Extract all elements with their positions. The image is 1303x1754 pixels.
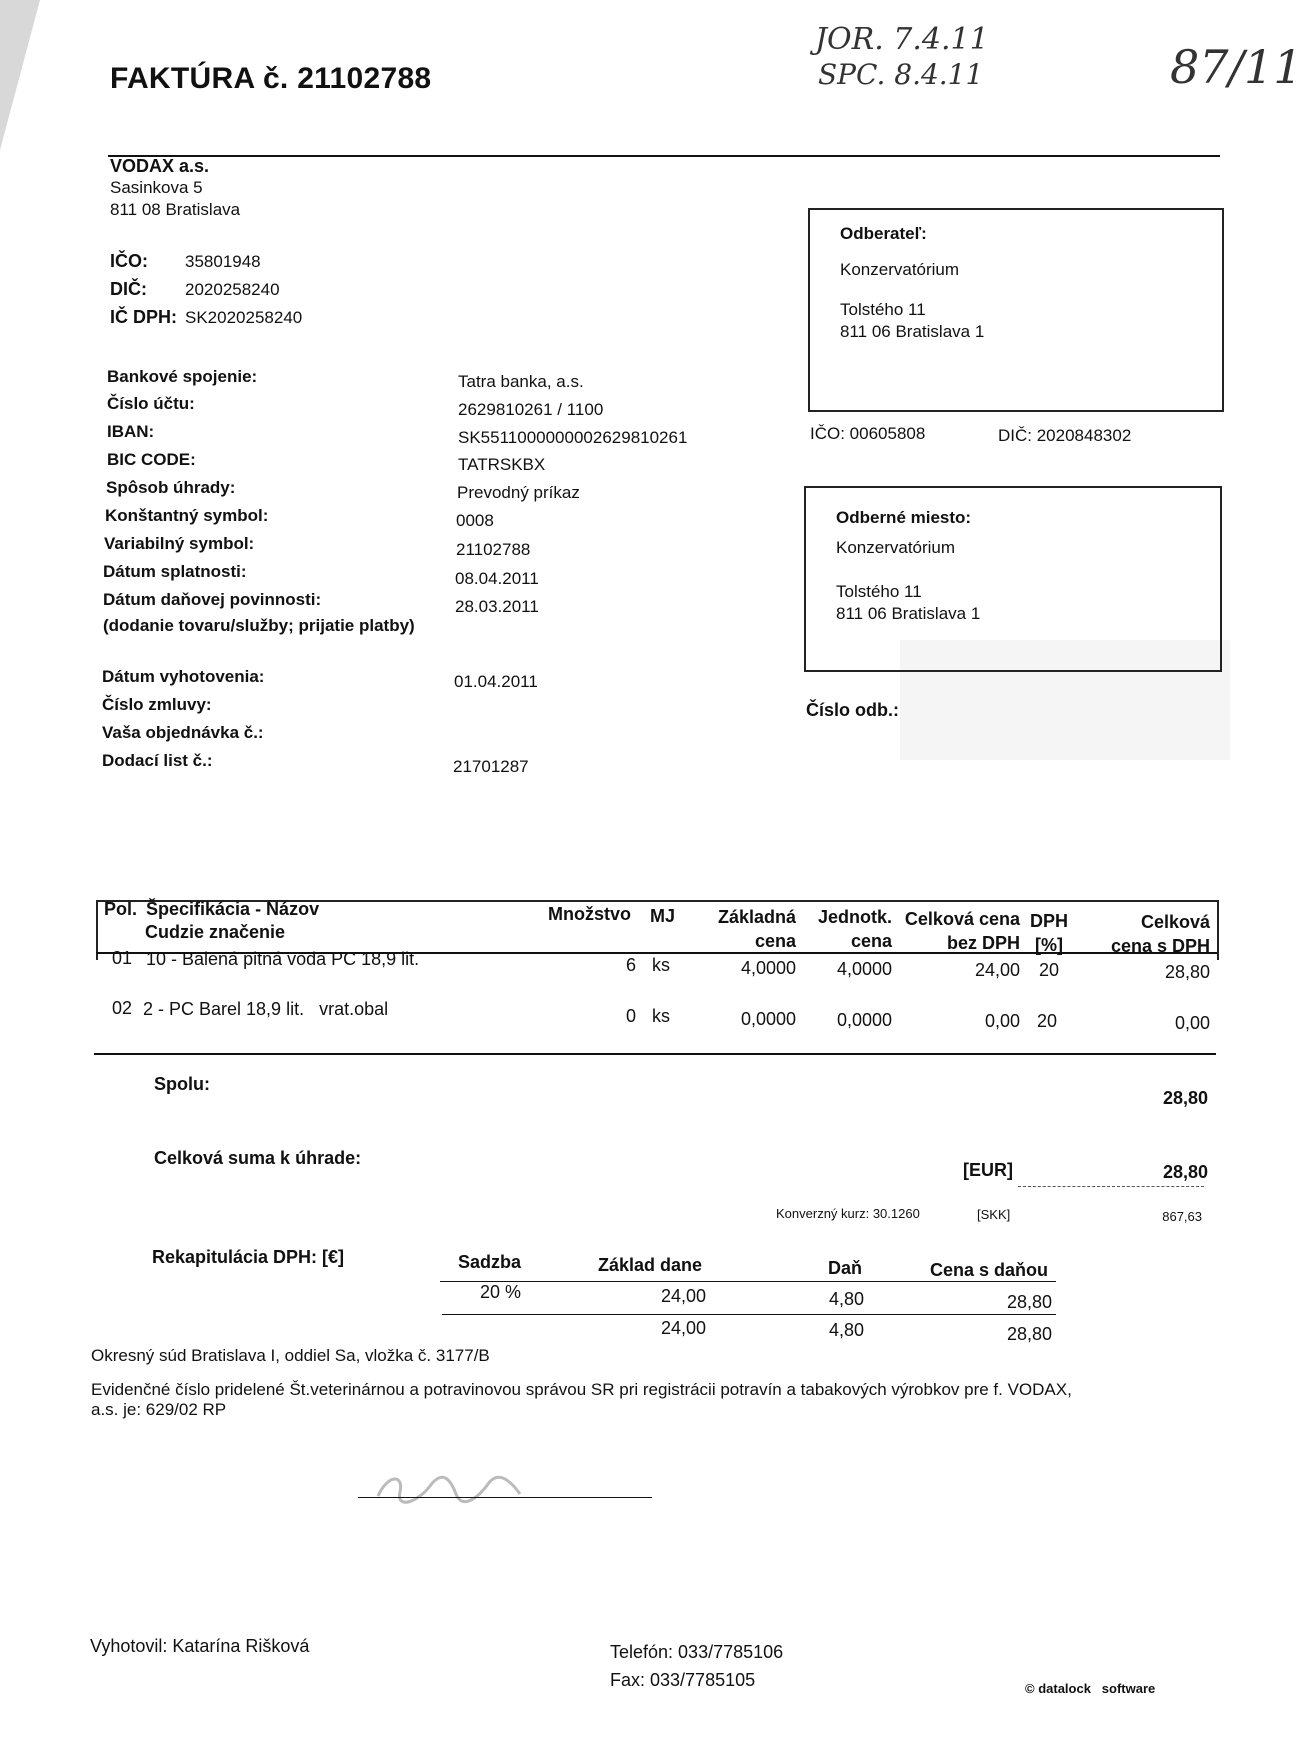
delivery-note-value: 21701287	[453, 757, 529, 776]
delivery-box	[804, 486, 1222, 672]
contract-no-label: Číslo zmluvy:	[102, 695, 212, 714]
table-row-1-base: 4,0000	[740, 958, 796, 978]
vat-row-rule	[442, 1314, 1056, 1315]
table-row-1-mj: ks	[652, 955, 670, 975]
iban-label: IBAN:	[107, 422, 155, 441]
software-credit: © datalock software	[1025, 1681, 1156, 1696]
table-row-1-name: 10 - Balená pitná voda PC 18,9 lit.	[146, 949, 420, 969]
supplier-block	[110, 155, 240, 221]
vat-row-rate: 20 %	[480, 1282, 522, 1302]
ico-value: 35801948	[185, 252, 261, 271]
col-net-line2: bez DPH	[946, 933, 1020, 953]
customer-city: 811 06 Bratislava 1	[840, 322, 985, 341]
conversion-rate: Konverzný kurz: 30.1260	[776, 1206, 920, 1221]
customer-dic: DIČ: 2020848302	[998, 426, 1132, 445]
vat-col-gross: Cena s daňou	[930, 1260, 1049, 1280]
col-unit-line2: cena	[850, 931, 892, 951]
variable-symbol-value: 21102788	[456, 540, 531, 559]
items-table-bottom-rule	[94, 1053, 1216, 1055]
tax-date-label: Dátum daňovej povinnosti:	[103, 590, 322, 609]
col-gross	[1080, 910, 1210, 958]
vat-row-gross: 28,80	[1006, 1292, 1052, 1312]
col-vat-line1: DPH	[1029, 911, 1068, 931]
delivery-name: Konzervatórium	[836, 538, 956, 557]
col-qty: Množstvo	[548, 904, 631, 924]
handwritten-note-1: JOR. 7.4.11	[815, 22, 989, 57]
delivery-note-label: Dodací list č.:	[102, 751, 213, 770]
fax: Fax: 033/7785105	[610, 1670, 756, 1690]
customer-street: Tolstého 11	[840, 300, 926, 319]
col-vat	[1024, 909, 1074, 957]
spolu-label: Spolu:	[154, 1074, 210, 1094]
due-date-value: 08.04.2011	[455, 569, 539, 588]
col-net	[894, 907, 1020, 955]
supplier-street: Sasinkova 5	[110, 178, 203, 197]
vat-sum-tax: 4,80	[828, 1320, 864, 1340]
skk-value: 867,63	[1162, 1209, 1202, 1224]
account-value: 2629810261 / 1100	[458, 400, 604, 419]
table-row-2-mj: ks	[652, 1006, 670, 1026]
issue-date-label: Dátum vyhotovenia:	[102, 667, 265, 686]
vat-header-rule	[440, 1281, 1056, 1282]
table-row-2-net: 0,00	[984, 1011, 1020, 1031]
vat-row-tax: 4,80	[828, 1289, 864, 1309]
col-base	[690, 905, 796, 953]
supplier-ids	[110, 248, 302, 332]
col-gross-line2: cena s DPH	[1110, 936, 1210, 956]
phone: Telefón: 033/7785106	[610, 1642, 784, 1662]
issue-date-value: 01.04.2011	[454, 672, 538, 691]
col-unit	[800, 905, 892, 953]
dic-label: DIČ:	[110, 279, 147, 299]
payment-method-value: Prevodný príkaz	[457, 483, 580, 502]
bank-value: Tatra banka, a.s.	[458, 372, 584, 391]
table-row-1-net: 24,00	[974, 960, 1020, 980]
title-rule	[108, 155, 1220, 157]
table-row-1-pol: 01	[112, 948, 133, 968]
vat-col-tax: Daň	[828, 1258, 863, 1278]
registry-line-2: a.s. je: 629/02 RP	[91, 1400, 227, 1419]
col-net-line1: Celková cena	[904, 909, 1020, 929]
col-base-line1: Základná	[717, 907, 796, 927]
constant-symbol-value: 0008	[456, 511, 494, 530]
customer-box	[808, 208, 1224, 412]
vat-sum-base: 24,00	[660, 1318, 706, 1338]
delivery-city: 811 06 Bratislava 1	[836, 604, 981, 623]
total-dashed-rule	[1018, 1186, 1204, 1187]
vat-col-rate: Sadzba	[458, 1252, 522, 1272]
tax-date-value: 28.03.2011	[455, 597, 539, 616]
delivery-street: Tolstého 11	[836, 582, 922, 601]
account-label: Číslo účtu:	[107, 394, 195, 413]
delivery-heading: Odberné miesto:	[836, 508, 972, 527]
customer-heading: Odberateľ:	[840, 224, 927, 243]
icdph-value: SK2020258240	[185, 308, 303, 327]
col-spec: Špecifikácia - Názov	[146, 899, 320, 919]
handwritten-margin-number: 87/11	[1170, 40, 1303, 94]
registry-note	[91, 1380, 1211, 1420]
table-row-2-gross: 0,00	[1174, 1013, 1210, 1033]
court-registration: Okresný súd Bratislava I, oddiel Sa, vložka č. 3177/B	[91, 1346, 490, 1365]
vat-sum-gross: 28,80	[1006, 1324, 1052, 1344]
registry-line-1: Evidenčné číslo pridelené Št.veterinárnou a potravinovou správou SR pri registrácii potravín a tabakových výrobkov pre f. VODAX,	[91, 1380, 1072, 1399]
constant-symbol-label: Konštantný symbol:	[105, 506, 269, 525]
currency-eur: [EUR]	[963, 1160, 1013, 1180]
col-base-line2: cena	[754, 931, 796, 951]
dic-value: 2020258240	[185, 280, 280, 299]
iban-value: SK5511000000002629810261	[458, 428, 688, 447]
col-mj: MJ	[650, 906, 676, 926]
table-row-2-vat: 20	[1036, 1011, 1058, 1031]
due-total-value: 28,80	[1162, 1162, 1208, 1182]
col-pol: Pol.	[104, 899, 138, 919]
icdph-label: IČ DPH:	[110, 307, 177, 327]
table-row-1-unit: 4,0000	[836, 959, 892, 979]
table-row-1-qty: 6	[625, 955, 636, 975]
variable-symbol-label: Variabilný symbol:	[104, 534, 255, 553]
spolu-value: 28,80	[1162, 1088, 1208, 1108]
payment-method-label: Spôsob úhrady:	[106, 478, 236, 497]
due-date-label: Dátum splatnosti:	[103, 562, 247, 581]
bic-label: BIC CODE:	[107, 450, 196, 469]
signature-line	[358, 1497, 652, 1498]
bank-label: Bankové spojenie:	[107, 367, 258, 386]
table-row-2-qty: 0	[625, 1006, 636, 1026]
your-order-label: Vaša objednávka č.:	[102, 723, 264, 742]
col-unit-line1: Jednotk.	[817, 907, 892, 927]
folded-corner	[0, 0, 40, 150]
vat-recap-label: Rekapitulácia DPH: [€]	[152, 1247, 345, 1267]
vat-col-base: Základ dane	[598, 1255, 703, 1275]
signature-scribble	[370, 1468, 530, 1508]
bic-value: TATRSKBX	[458, 455, 546, 474]
table-row-2-unit: 0,0000	[836, 1010, 892, 1030]
issued-by: Vyhotovil: Katarína Rišková	[90, 1636, 310, 1656]
invoice-title: FAKTÚRA č. 21102788	[110, 62, 432, 95]
handwritten-note-2: SPC. 8.4.11	[818, 58, 984, 91]
due-total-label: Celková suma k úhrade:	[154, 1148, 362, 1168]
supplier-city: 811 08 Bratislava	[110, 200, 241, 219]
customer-name: Konzervatórium	[840, 260, 960, 279]
table-row-1-gross: 28,80	[1164, 962, 1210, 982]
order-no-label: Číslo odb.:	[806, 700, 899, 720]
tax-date-note: (dodanie tovaru/služby; prijatie platby)	[103, 616, 415, 635]
table-row-1-vat: 20	[1038, 960, 1060, 980]
ico-label: IČO:	[110, 251, 148, 271]
table-row-2-base: 0,0000	[740, 1009, 796, 1029]
col-gross-line1: Celková	[1140, 912, 1210, 932]
customer-ico: IČO: 00605808	[810, 424, 926, 443]
currency-skk: [SKK]	[977, 1207, 1011, 1222]
col-vat-line2: [%]	[1035, 935, 1063, 955]
supplier-name: VODAX a.s.	[110, 156, 210, 176]
vat-row-base: 24,00	[660, 1286, 706, 1306]
col-spec2: Cudzie značenie	[145, 922, 286, 942]
table-row-2-name: 2 - PC Barel 18,9 lit. vrat.obal	[143, 999, 389, 1019]
table-row-2-pol: 02	[112, 998, 133, 1018]
